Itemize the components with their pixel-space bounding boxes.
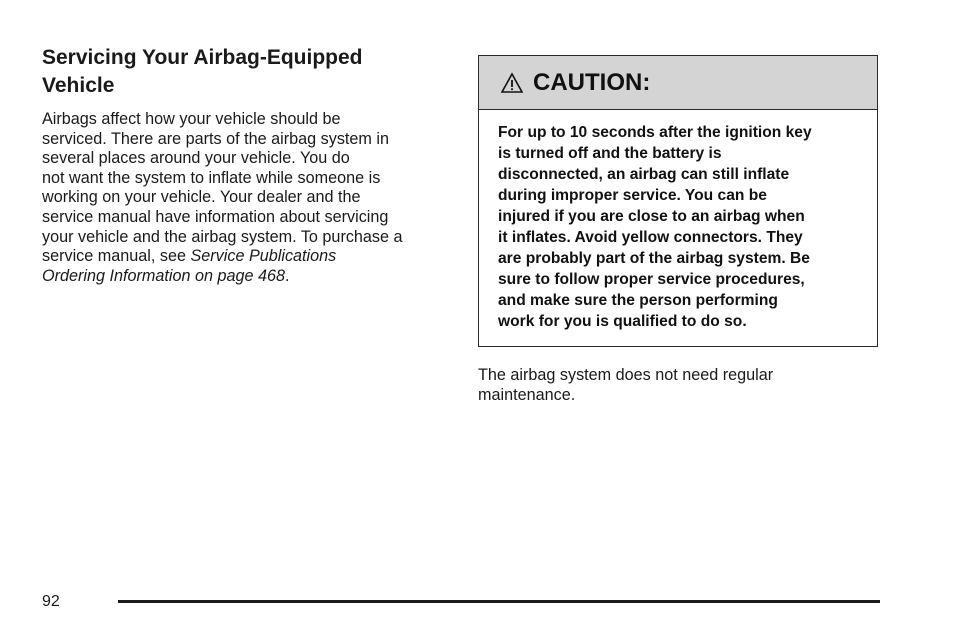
paragraph-line: Airbags affect how your vehicle should be: [42, 110, 341, 128]
caution-line: disconnected, an airbag can still inflate: [498, 166, 790, 183]
left-column: [42, 44, 450, 286]
caution-line: For up to 10 seconds after the ignition key: [498, 124, 812, 141]
note-line: maintenance.: [478, 386, 576, 404]
caution-header: [479, 56, 877, 110]
section-heading: [42, 44, 450, 100]
cross-reference-link-cont[interactable]: Ordering Information on page 468: [42, 266, 285, 285]
paragraph-line: serviced. There are parts of the airbag system in: [42, 129, 389, 148]
maintenance-note: [478, 365, 878, 405]
caution-line: during improper service. You can be: [498, 187, 767, 204]
paragraph-line: [42, 247, 450, 267]
caution-line: sure to follow proper service procedures,: [498, 271, 805, 288]
cross-reference-link[interactable]: Service Publications: [190, 247, 337, 266]
paragraph-line: service manual have information about servicing: [42, 207, 389, 226]
heading-line-1: Servicing Your Airbag-Equipped: [42, 46, 363, 69]
caution-title: CAUTION:: [533, 68, 651, 96]
caution-line: work for you is qualified to do so.: [498, 313, 747, 330]
footer-rule: [118, 600, 880, 603]
caution-line: are probably part of the airbag system. Be: [498, 250, 810, 267]
caution-text: [479, 110, 877, 332]
caution-line: is turned off and the battery is: [498, 145, 722, 162]
paragraph-line: several places around your vehicle. You do: [42, 149, 350, 168]
heading-line-2: Vehicle: [42, 74, 115, 97]
caution-box: [478, 55, 878, 347]
caution-line: it inflates. Avoid yellow connectors. They: [498, 229, 803, 246]
paragraph-line: working on your vehicle. Your dealer and the: [42, 188, 361, 207]
page-number: 92: [42, 593, 60, 610]
note-line: The airbag system does not need regular: [478, 366, 774, 384]
paragraph-line: not want the system to inflate while someone is: [42, 168, 381, 187]
caution-line: injured if you are close to an airbag when: [498, 208, 805, 225]
warning-triangle-icon: [501, 72, 523, 94]
paragraph-line: [42, 267, 450, 287]
paragraph-text: service manual, see: [42, 247, 191, 266]
paragraph-line: your vehicle and the airbag system. To purchase a: [42, 227, 403, 246]
paragraph-text: .: [284, 266, 290, 285]
caution-line: and make sure the person performing: [498, 292, 778, 309]
section-paragraph: [42, 110, 450, 286]
